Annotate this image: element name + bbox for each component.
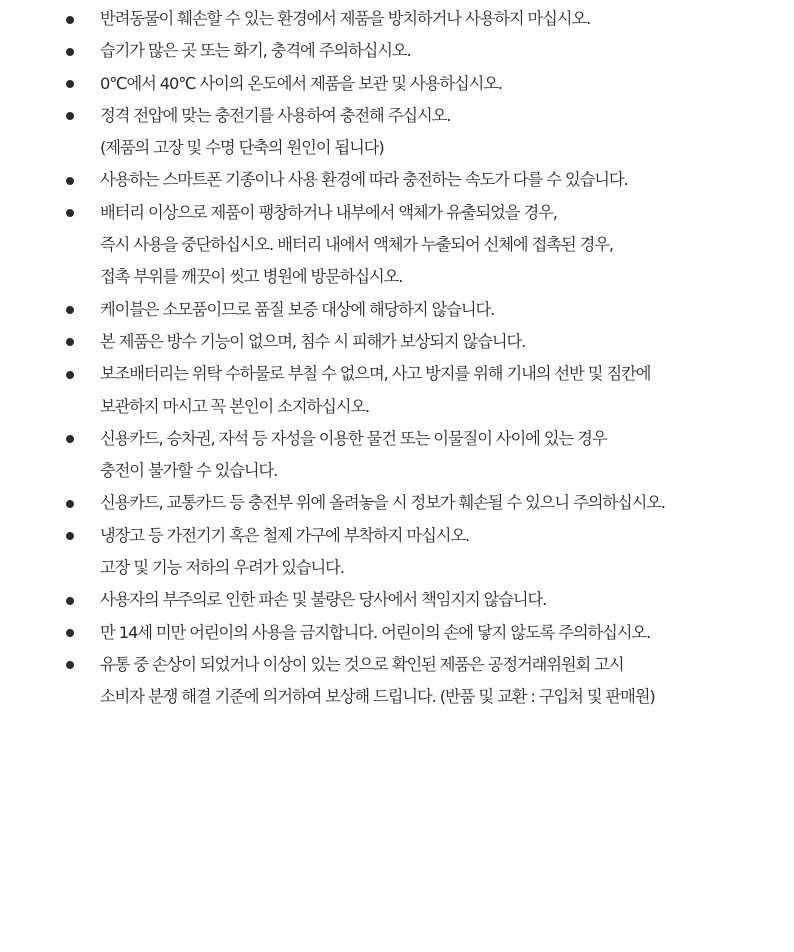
notice-text: 즉시 사용을 중단하십시오. 배터리 내에서 액체가 누출되어 신체에 접촉된 경우,: [100, 235, 613, 255]
notice-text: 충전이 불가할 수 있습니다.: [100, 461, 278, 481]
notice-text: 사용자의 부주의로 인한 파손 및 불량은 당사에서 책임지지 않습니다.: [100, 590, 547, 610]
notice-continuation: [0, 391, 794, 423]
bullet-icon: [66, 532, 74, 540]
notice-text: 냉장고 등 가전기기 혹은 철제 가구에 부착하지 마십시오.: [100, 525, 470, 545]
notice-text: 본 제품은 방수 기능이 없으며, 침수 시 피해가 보상되지 않습니다.: [100, 331, 526, 351]
notice-line: [0, 617, 794, 649]
bullet-icon: [66, 500, 74, 508]
notice-text: (제품의 고장 및 수명 단축의 원인이 됩니다): [100, 138, 384, 158]
notice-text: 반려동물이 훼손할 수 있는 환경에서 제품을 방치하거나 사용하지 마십시오.: [100, 9, 591, 28]
notice-text: 정격 전압에 맞는 충전기를 사용하여 충전해 주십시오.: [100, 105, 451, 125]
bullet-icon: [66, 306, 74, 314]
notice-continuation: [0, 261, 794, 293]
notice-text: 신용카드, 승차권, 자석 등 자성을 이용한 물건 또는 이물질이 사이에 있는 경우: [100, 428, 607, 448]
notice-text: 접촉 부위를 깨끗이 씻고 병원에 방문하십시오.: [100, 267, 403, 287]
notice-text: 보조배터리는 위탁 수하물로 부칠 수 없으며, 사고 방지를 위해 기내의 선반 및 짐칸에: [100, 364, 651, 384]
notice-text: 습기가 많은 곳 또는 화기, 충격에 주의하십시오.: [100, 41, 411, 61]
notice-continuation: [0, 455, 794, 487]
notice-text: 케이블은 소모품이므로 품질 보증 대상에 해당하지 않습니다.: [100, 299, 495, 319]
notice-text: 신용카드, 교통카드 등 충전부 위에 올려놓을 시 정보가 훼손될 수 있으니 주의하십시오.: [100, 493, 665, 513]
bullet-icon: [66, 48, 74, 56]
notice-line: [0, 520, 794, 552]
bullet-icon: [66, 629, 74, 637]
notice-line: [0, 487, 794, 519]
notice-text: 만 14세 미만 어린이의 사용을 금지합니다. 어린이의 손에 닿지 않도록 주의하십시오.: [100, 622, 651, 642]
bullet-icon: [66, 371, 74, 379]
notice-line: [0, 35, 794, 67]
bullet-icon: [66, 597, 74, 605]
notice-text: 0℃에서 40℃ 사이의 온도에서 제품을 보관 및 사용하십시오.: [100, 73, 502, 93]
notice-continuation: [0, 681, 794, 713]
notice-text: 사용하는 스마트폰 기종이나 사용 환경에 따라 충전하는 속도가 다를 수 있습니다.: [100, 170, 628, 190]
notice-line: [0, 649, 794, 681]
notice-text: 보관하지 마시고 꼭 본인이 소지하십시오.: [100, 396, 370, 416]
bullet-icon: [66, 661, 74, 669]
notice-text: 소비자 분쟁 해결 기준에 의거하여 보상해 드립니다. (반품 및 교환 : 구입처 및 판매원): [100, 687, 655, 707]
notice-text: 유통 중 손상이 되었거나 이상이 있는 것으로 확인된 제품은 공정거래위원회 고시: [100, 654, 624, 674]
notice-continuation: [0, 132, 794, 164]
bullet-icon: [66, 80, 74, 88]
bullet-icon: [66, 112, 74, 120]
notice-line: [0, 326, 794, 358]
bullet-icon: [66, 435, 74, 443]
bullet-icon: [66, 209, 74, 217]
notice-line: [0, 197, 794, 229]
bullet-icon: [66, 338, 74, 346]
notice-line: [0, 358, 794, 390]
bullet-icon: [66, 16, 74, 24]
notice-continuation: [0, 552, 794, 584]
bullet-icon: [66, 177, 74, 185]
notice-line: [0, 584, 794, 616]
notice-text: 배터리 이상으로 제품이 팽창하거나 내부에서 액체가 유출되었을 경우,: [100, 202, 557, 222]
notice-line: [0, 100, 794, 132]
notice-line: [0, 3, 794, 35]
notice-line: [0, 68, 794, 100]
notice-line: [0, 423, 794, 455]
notice-line: [0, 294, 794, 326]
notice-continuation: [0, 229, 794, 261]
notice-line: [0, 164, 794, 196]
notice-text: 고장 및 기능 저하의 우려가 있습니다.: [100, 558, 344, 578]
